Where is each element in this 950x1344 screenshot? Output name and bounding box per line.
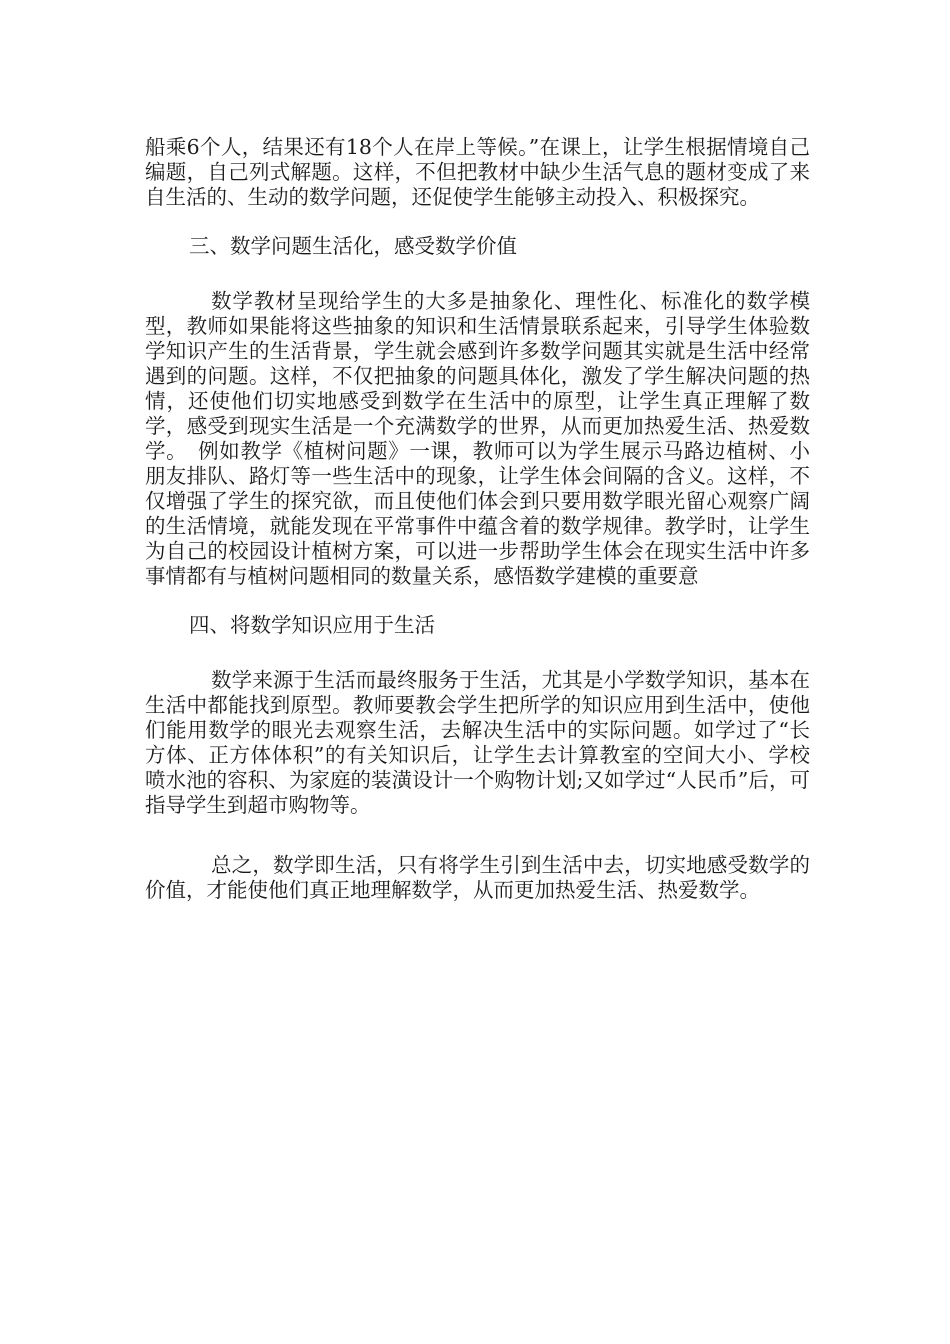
paragraph-section-four: 数学来源于生活而最终服务于生活，尤其是小学数学知识，基本在生活中都能找到原型。教师要教会学生把所学的知识应用到生活中，使他们能用数学的眼光去观察生活，去解决生活中的实际问题。如学过了“长方体、正方体体积”的有关知识后，让学生去计算教室的空间大小、学校喷水池的容积、为家庭的装潢设计一个购物计划;又如学过“人民币”后，可指导学生到超市购物等。 <box>145 668 810 817</box>
document-page <box>145 135 810 903</box>
section-heading-three: 三、数学问题生活化，感受数学价值 <box>189 234 517 258</box>
section-heading-four: 四、将数学知识应用于生活 <box>189 613 435 637</box>
paragraph-conclusion: 总之，数学即生活，只有将学生引到生活中去，切实地感受数学的价值，才能使他们真正地理解数学，从而更加热爱生活、热爱数学。 <box>145 853 810 902</box>
paragraph-section-three: 数学教材呈现给学生的大多是抽象化、理性化、标准化的数学模型，教师如果能将这些抽象的知识和生活情景联系起来，引导学生体验数学知识产生的生活背景，学生就会感到许多数学问题其实就是生活中经常遇到的问题。这样，不仅把抽象的问题具体化，激发了学生解决问题的热情，还使他们切实地感受到数学在生活中的原型，让学生真正理解了数学，感受到现实生活是一个充满数学的世界，从而更加热爱生活、热爱数学。 例如教学《植树问题》一课，教师可以为学生展示马路边植树、小朋友排队、路灯等一些生活中的现象，让学生体会间隔的含义。这样，不仅增强了学生的探究欲，而且使他们体会到只要用数学眼光留心观察广阔的生活情境，就能发现在平常事件中蕴含着的数学规律。教学时，让学生为自己的校园设计植树方案，可以进一步帮助学生体会在现实生活中许多事情都有与植树问题相同的数量关系，感悟数学建模的重要意 <box>145 289 810 588</box>
paragraph-story-problem: 船乘6个人，结果还有18个人在岸上等候。”在课上，让学生根据情境自己编题，自己列式解题。这样，不但把教材中缺少生活气息的题材变成了来自生活的、生动的数学问题，还促使学生能够主动投入、积极探究。 <box>145 135 810 209</box>
